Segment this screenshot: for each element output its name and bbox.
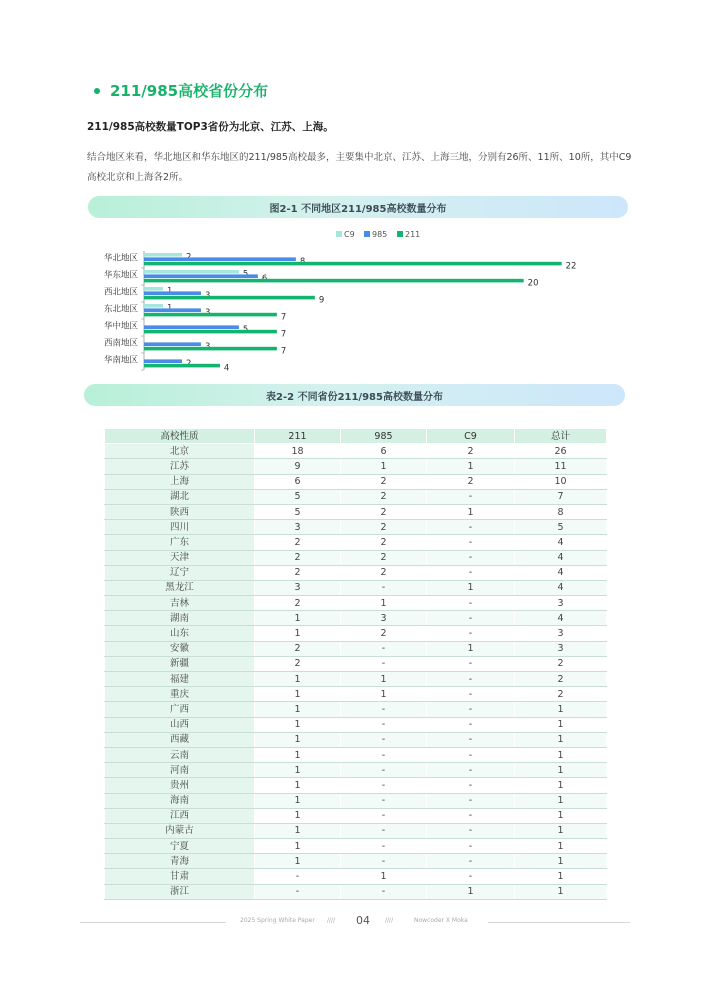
cell-prov: 江苏 xyxy=(105,459,255,474)
bar-211 xyxy=(144,347,277,351)
legend-label-985: 985 xyxy=(372,230,388,239)
bar-c9 xyxy=(144,253,182,257)
cell-prov: 浙江 xyxy=(105,884,255,899)
table-row xyxy=(105,474,607,489)
cell-c9: - xyxy=(427,626,515,641)
cell-prov: 广东 xyxy=(105,535,255,550)
subheading: 211/985高校数量TOP3省份为北京、江苏、上海。 xyxy=(87,121,334,133)
cell-c9: 2 xyxy=(427,444,515,459)
cell-c211: 5 xyxy=(255,504,341,519)
cell-prov: 河南 xyxy=(105,763,255,778)
table-row xyxy=(105,459,607,474)
cell-total: 5 xyxy=(515,520,607,535)
cell-c985: 6 xyxy=(341,444,427,459)
footer-left-text: 2025 Spring White Paper xyxy=(240,917,315,924)
cell-c9: - xyxy=(427,793,515,808)
cell-c211: 2 xyxy=(255,596,341,611)
category-label: 西北地区 xyxy=(103,287,138,298)
category-label: 华南地区 xyxy=(103,355,138,366)
cell-c985: 1 xyxy=(341,596,427,611)
cell-c985: - xyxy=(341,884,427,899)
cell-total: 4 xyxy=(515,611,607,626)
cell-c9: - xyxy=(427,687,515,702)
header-type: 高校性质 xyxy=(105,429,255,444)
cell-prov: 陕西 xyxy=(105,504,255,519)
cell-c985: - xyxy=(341,854,427,869)
cell-total: 1 xyxy=(515,732,607,747)
cell-prov: 山西 xyxy=(105,717,255,732)
cell-c9: - xyxy=(427,565,515,580)
cell-c211: 1 xyxy=(255,687,341,702)
cell-total: 3 xyxy=(515,641,607,656)
data-label-211: 7 xyxy=(280,312,287,323)
cell-prov: 吉林 xyxy=(105,596,255,611)
summary-paragraph: 结合地区来看，华北地区和华东地区的211/985高校最多，主要集中北京、江苏、上海三地，分别有26所、11所、10所，其中C9高校北京和上海各2所。 xyxy=(87,152,632,183)
cell-prov: 甘肃 xyxy=(105,869,255,884)
figure-caption-banner xyxy=(88,196,628,218)
table-row xyxy=(105,580,607,595)
footer-rule-left xyxy=(80,922,226,923)
cell-total: 1 xyxy=(515,747,607,762)
province-table xyxy=(104,428,607,900)
cell-c9: - xyxy=(427,854,515,869)
cell-c9: - xyxy=(427,611,515,626)
cell-c211: 1 xyxy=(255,763,341,778)
table-row xyxy=(105,596,607,611)
legend-swatch-c9 xyxy=(336,231,342,237)
cell-c985: - xyxy=(341,702,427,717)
cell-c985: 2 xyxy=(341,565,427,580)
table-row xyxy=(105,535,607,550)
cell-prov: 安徽 xyxy=(105,641,255,656)
cell-c9: - xyxy=(427,732,515,747)
bar-985 xyxy=(144,291,201,295)
cell-c9: - xyxy=(427,808,515,823)
table-row xyxy=(105,550,607,565)
cell-total: 1 xyxy=(515,778,607,793)
table-row xyxy=(105,656,607,671)
footer-right-text: Nowcoder X Moka xyxy=(414,917,468,924)
cell-c9: - xyxy=(427,596,515,611)
cell-total: 1 xyxy=(515,793,607,808)
cell-c985: 1 xyxy=(341,869,427,884)
cell-c211: 1 xyxy=(255,823,341,838)
cell-c985: 1 xyxy=(341,459,427,474)
cell-total: 4 xyxy=(515,580,607,595)
table-row xyxy=(105,687,607,702)
cell-c9: - xyxy=(427,717,515,732)
category-label: 东北地区 xyxy=(103,304,138,315)
cell-c9: 1 xyxy=(427,504,515,519)
data-label-211: 7 xyxy=(280,346,287,357)
table-header-row xyxy=(105,429,607,444)
cell-c985: - xyxy=(341,717,427,732)
cell-c985: 2 xyxy=(341,489,427,504)
table-row xyxy=(105,717,607,732)
table-row xyxy=(105,672,607,687)
table-row xyxy=(105,702,607,717)
header-211: 211 xyxy=(255,429,341,444)
cell-prov: 福建 xyxy=(105,672,255,687)
cell-total: 1 xyxy=(515,763,607,778)
category-label: 华东地区 xyxy=(103,270,138,281)
legend-label-c9: C9 xyxy=(344,230,355,239)
bar-211 xyxy=(144,364,220,368)
cell-c985: - xyxy=(341,763,427,778)
cell-prov: 上海 xyxy=(105,474,255,489)
bar-211 xyxy=(144,279,524,283)
region-bar-chart xyxy=(84,222,644,372)
cell-c985: 1 xyxy=(341,672,427,687)
cell-prov: 内蒙古 xyxy=(105,823,255,838)
table-row xyxy=(105,778,607,793)
cell-c9: 1 xyxy=(427,884,515,899)
data-label-211: 7 xyxy=(280,329,287,340)
cell-prov: 江西 xyxy=(105,808,255,823)
cell-total: 10 xyxy=(515,474,607,489)
cell-c9: 1 xyxy=(427,580,515,595)
cell-prov: 海南 xyxy=(105,793,255,808)
cell-c211: 2 xyxy=(255,535,341,550)
cell-c985: - xyxy=(341,778,427,793)
cell-c9: - xyxy=(427,489,515,504)
data-label-211: 9 xyxy=(318,295,325,306)
table-row xyxy=(105,444,607,459)
cell-c211: 3 xyxy=(255,580,341,595)
page-number: 04 xyxy=(356,914,370,927)
cell-total: 1 xyxy=(515,702,607,717)
legend-swatch-985 xyxy=(364,231,370,237)
data-label-211: 20 xyxy=(527,278,539,289)
category-label: 华北地区 xyxy=(103,253,138,264)
footer-rule-right xyxy=(488,922,630,923)
cell-prov: 湖南 xyxy=(105,611,255,626)
chart-canvas xyxy=(84,222,644,372)
cell-c985: - xyxy=(341,580,427,595)
cell-prov: 山东 xyxy=(105,626,255,641)
table-row xyxy=(105,504,607,519)
cell-c985: - xyxy=(341,641,427,656)
bar-985 xyxy=(144,325,239,329)
bar-985 xyxy=(144,342,201,346)
legend-swatch-211 xyxy=(397,231,403,237)
cell-c985: - xyxy=(341,823,427,838)
cell-c985: 2 xyxy=(341,550,427,565)
cell-prov: 天津 xyxy=(105,550,255,565)
footer-sep-right: //// xyxy=(385,917,394,924)
cell-c9: - xyxy=(427,839,515,854)
table-row xyxy=(105,884,607,899)
cell-c211: 3 xyxy=(255,520,341,535)
cell-c211: 1 xyxy=(255,793,341,808)
cell-c9: 1 xyxy=(427,459,515,474)
cell-c211: 1 xyxy=(255,839,341,854)
cell-c211: 1 xyxy=(255,808,341,823)
table-row xyxy=(105,747,607,762)
cell-total: 1 xyxy=(515,854,607,869)
cell-c211: 1 xyxy=(255,611,341,626)
cell-prov: 贵州 xyxy=(105,778,255,793)
cell-c9: - xyxy=(427,550,515,565)
section-title-text: 211/985高校省份分布 xyxy=(110,82,269,100)
cell-prov: 青海 xyxy=(105,854,255,869)
header-c9: C9 xyxy=(427,429,515,444)
cell-total: 1 xyxy=(515,869,607,884)
cell-c211: 1 xyxy=(255,672,341,687)
table-row xyxy=(105,869,607,884)
cell-total: 11 xyxy=(515,459,607,474)
table-row xyxy=(105,611,607,626)
cell-c985: 2 xyxy=(341,520,427,535)
cell-c9: - xyxy=(427,702,515,717)
bar-211 xyxy=(144,313,277,317)
table-row xyxy=(105,489,607,504)
table-row xyxy=(105,565,607,580)
header-985: 985 xyxy=(341,429,427,444)
cell-c9: - xyxy=(427,535,515,550)
cell-c211: 1 xyxy=(255,717,341,732)
cell-total: 2 xyxy=(515,656,607,671)
table-row xyxy=(105,732,607,747)
cell-c211: 2 xyxy=(255,641,341,656)
cell-total: 1 xyxy=(515,884,607,899)
cell-c211: 1 xyxy=(255,626,341,641)
cell-c9: - xyxy=(427,763,515,778)
cell-c985: 2 xyxy=(341,535,427,550)
table-row xyxy=(105,854,607,869)
table-row xyxy=(105,626,607,641)
cell-total: 7 xyxy=(515,489,607,504)
cell-total: 2 xyxy=(515,687,607,702)
cell-prov: 宁夏 xyxy=(105,839,255,854)
cell-prov: 广西 xyxy=(105,702,255,717)
figure-caption: 图2-1 不同地区211/985高校数量分布 xyxy=(269,203,447,215)
table-caption: 表2-2 不同省份211/985高校数量分布 xyxy=(266,391,443,403)
table-row xyxy=(105,808,607,823)
bullet-dot xyxy=(94,88,100,94)
cell-total: 4 xyxy=(515,565,607,580)
cell-c9: - xyxy=(427,778,515,793)
cell-c211: 6 xyxy=(255,474,341,489)
cell-c211: 1 xyxy=(255,732,341,747)
cell-c985: 2 xyxy=(341,626,427,641)
cell-c211: 18 xyxy=(255,444,341,459)
cell-c9: - xyxy=(427,823,515,838)
bar-985 xyxy=(144,274,258,278)
cell-prov: 北京 xyxy=(105,444,255,459)
cell-c985: - xyxy=(341,793,427,808)
cell-total: 1 xyxy=(515,808,607,823)
cell-prov: 黑龙江 xyxy=(105,580,255,595)
cell-c211: 9 xyxy=(255,459,341,474)
cell-c211: - xyxy=(255,884,341,899)
bar-211 xyxy=(144,330,277,334)
cell-total: 8 xyxy=(515,504,607,519)
cell-total: 1 xyxy=(515,717,607,732)
cell-c985: - xyxy=(341,747,427,762)
cell-c985: - xyxy=(341,656,427,671)
cell-total: 1 xyxy=(515,839,607,854)
cell-total: 3 xyxy=(515,626,607,641)
cell-prov: 西藏 xyxy=(105,732,255,747)
cell-prov: 云南 xyxy=(105,747,255,762)
cell-c9: 1 xyxy=(427,641,515,656)
cell-c985: 2 xyxy=(341,474,427,489)
table-row xyxy=(105,793,607,808)
cell-total: 26 xyxy=(515,444,607,459)
cell-c9: - xyxy=(427,656,515,671)
cell-c211: 1 xyxy=(255,854,341,869)
cell-c211: 2 xyxy=(255,550,341,565)
cell-c9: - xyxy=(427,747,515,762)
bar-985 xyxy=(144,257,296,261)
cell-c211: 1 xyxy=(255,702,341,717)
cell-c9: - xyxy=(427,520,515,535)
cell-c9: 2 xyxy=(427,474,515,489)
section-title xyxy=(94,80,268,101)
bar-211 xyxy=(144,262,562,266)
bar-c9 xyxy=(144,270,239,274)
table-caption-banner xyxy=(84,384,625,406)
cell-c985: 3 xyxy=(341,611,427,626)
legend-label-211: 211 xyxy=(405,230,421,239)
cell-total: 1 xyxy=(515,823,607,838)
cell-total: 2 xyxy=(515,672,607,687)
table-row xyxy=(105,641,607,656)
cell-total: 4 xyxy=(515,550,607,565)
cell-c985: 1 xyxy=(341,687,427,702)
table-row xyxy=(105,763,607,778)
cell-prov: 新疆 xyxy=(105,656,255,671)
cell-c9: - xyxy=(427,672,515,687)
cell-c985: - xyxy=(341,808,427,823)
header-total: 总计 xyxy=(515,429,607,444)
cell-c9: - xyxy=(427,869,515,884)
bar-211 xyxy=(144,296,315,300)
data-label-211: 22 xyxy=(565,261,577,272)
bar-985 xyxy=(144,308,201,312)
data-label-211: 4 xyxy=(223,363,230,372)
cell-c211: - xyxy=(255,869,341,884)
category-label: 西南地区 xyxy=(103,338,138,349)
bar-985 xyxy=(144,359,182,363)
table-row xyxy=(105,520,607,535)
cell-c211: 2 xyxy=(255,656,341,671)
cell-prov: 四川 xyxy=(105,520,255,535)
cell-c211: 1 xyxy=(255,778,341,793)
cell-c985: - xyxy=(341,839,427,854)
bar-c9 xyxy=(144,304,163,308)
cell-total: 3 xyxy=(515,596,607,611)
cell-total: 4 xyxy=(515,535,607,550)
footer-sep-left: //// xyxy=(327,917,336,924)
cell-c985: 2 xyxy=(341,504,427,519)
cell-c211: 2 xyxy=(255,565,341,580)
cell-prov: 辽宁 xyxy=(105,565,255,580)
cell-prov: 重庆 xyxy=(105,687,255,702)
table-row xyxy=(105,823,607,838)
page-footer xyxy=(0,915,711,931)
cell-c985: - xyxy=(341,732,427,747)
cell-c211: 5 xyxy=(255,489,341,504)
cell-c211: 1 xyxy=(255,747,341,762)
table-row xyxy=(105,839,607,854)
category-label: 华中地区 xyxy=(103,321,138,332)
cell-prov: 湖北 xyxy=(105,489,255,504)
bar-c9 xyxy=(144,287,163,291)
